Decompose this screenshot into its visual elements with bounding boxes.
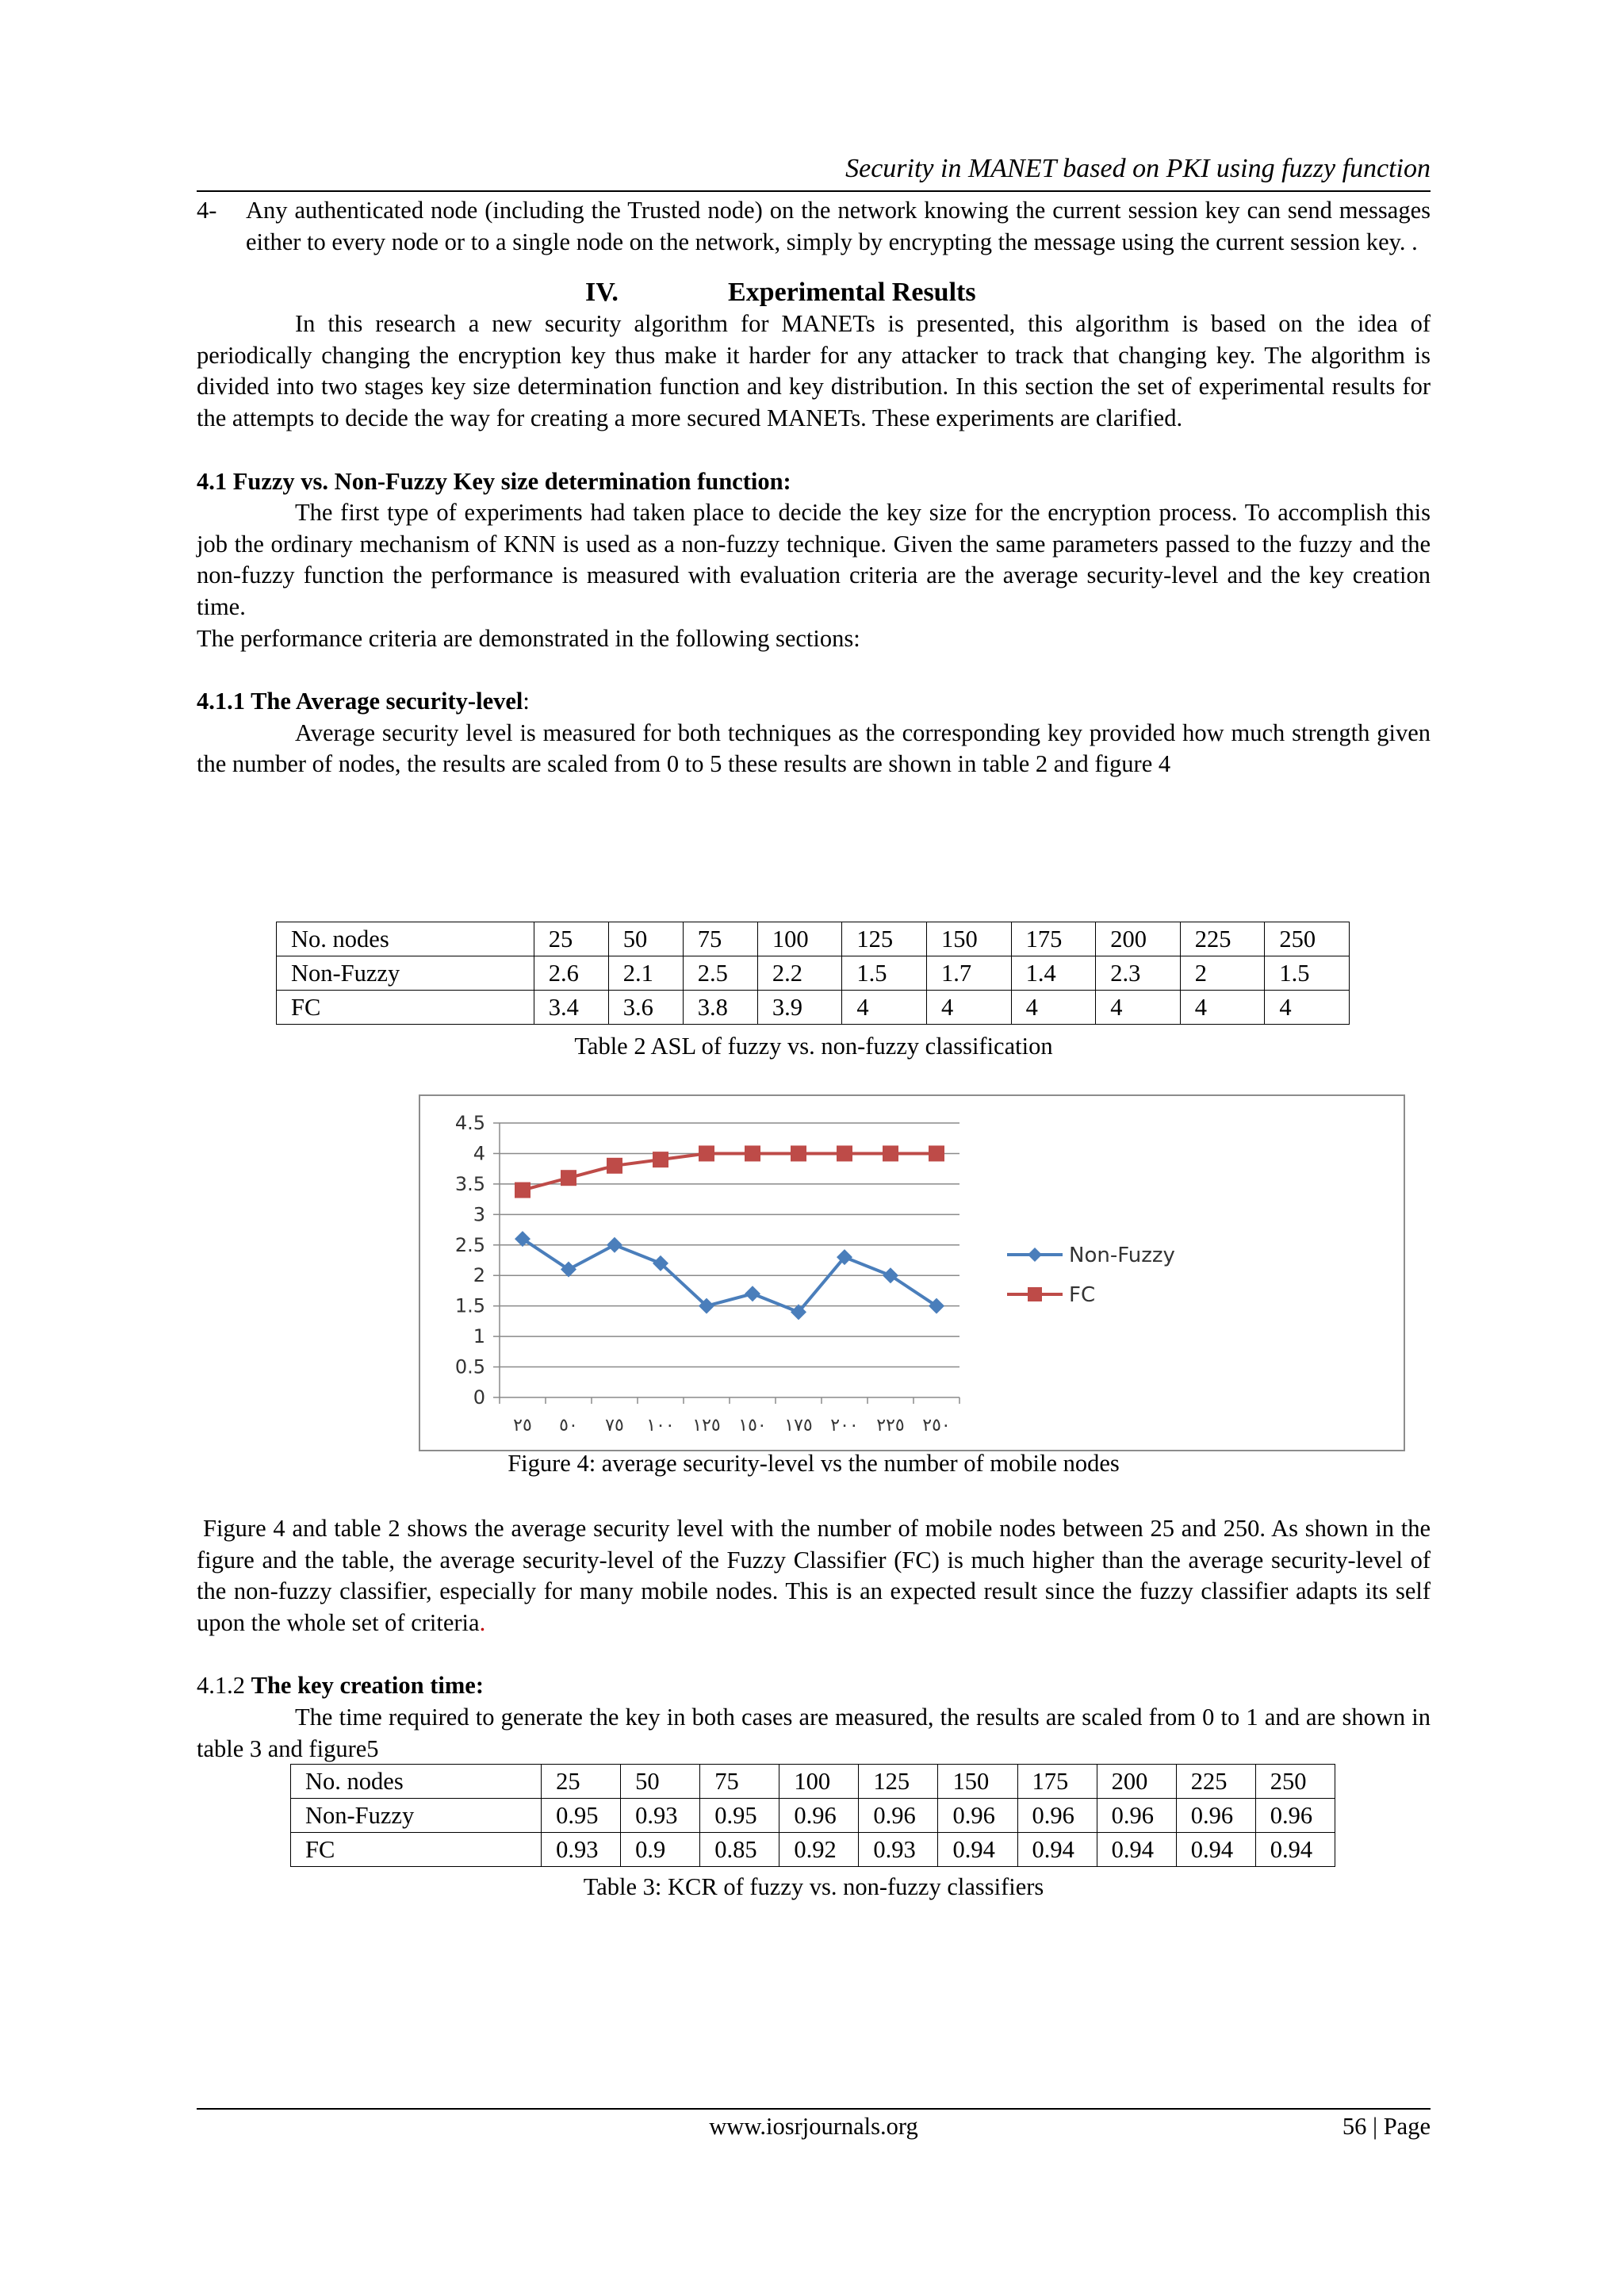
table-cell: 1.7 xyxy=(927,956,1012,991)
x-tick-label: ٢٢٥ xyxy=(876,1416,905,1435)
data-point xyxy=(607,1158,622,1174)
body-text xyxy=(197,195,1431,780)
y-tick-label: 0 xyxy=(473,1386,485,1409)
y-tick-label: 3.5 xyxy=(454,1172,485,1195)
table-cell: 225 xyxy=(1176,1765,1255,1799)
y-tick-label: 3 xyxy=(473,1203,485,1226)
table-row xyxy=(291,1833,1335,1867)
row-header-cell: FC xyxy=(277,991,534,1025)
legend-label: Non-Fuzzy xyxy=(1069,1244,1175,1267)
table-cell: 200 xyxy=(1097,1765,1176,1799)
table-cell: 0.96 xyxy=(1176,1799,1255,1833)
footer-rule xyxy=(197,2108,1431,2110)
table-cell: 250 xyxy=(1255,1765,1335,1799)
table-2-caption: Table 2 ASL of fuzzy vs. non-fuzzy classification xyxy=(574,1033,1053,1060)
subsection-4-1-heading: 4.1 Fuzzy vs. Non-Fuzzy Key size determination function: xyxy=(197,467,791,495)
table-row xyxy=(277,922,1350,956)
data-point xyxy=(515,1182,530,1198)
table-row xyxy=(291,1765,1335,1799)
y-tick-label: 2 xyxy=(473,1264,485,1287)
table-cell: 1.5 xyxy=(1265,956,1350,991)
table-cell: 175 xyxy=(1011,922,1096,956)
table-cell: 2 xyxy=(1180,956,1265,991)
table-cell: 125 xyxy=(859,1765,938,1799)
footer-page-number: 56 | Page xyxy=(1342,2113,1431,2140)
table-cell: 225 xyxy=(1180,922,1265,956)
row-header-cell: Non-Fuzzy xyxy=(277,956,534,991)
table-cell: 3.6 xyxy=(608,991,683,1025)
section-number: IV. xyxy=(585,278,619,308)
table-cell: 0.93 xyxy=(859,1833,938,1867)
subsection-4-1-2-heading: 4.1.2 The key creation time: xyxy=(197,1672,484,1700)
data-point xyxy=(929,1145,944,1161)
table-cell: 0.9 xyxy=(621,1833,700,1867)
data-point xyxy=(791,1145,806,1161)
table-cell: 0.93 xyxy=(542,1833,621,1867)
table-cell: 0.94 xyxy=(1017,1833,1097,1867)
y-tick-label: 4 xyxy=(473,1142,485,1165)
x-tick-label: ١٢٥ xyxy=(692,1416,721,1435)
data-point xyxy=(745,1145,760,1161)
table-3-caption: Table 3: KCR of fuzzy vs. non-fuzzy classifiers xyxy=(583,1873,1044,1900)
series-group xyxy=(515,1145,944,1320)
row-header-cell: No. nodes xyxy=(277,922,534,956)
table-cell: 100 xyxy=(779,1765,859,1799)
table-cell: 150 xyxy=(938,1765,1017,1799)
table-cell: 4 xyxy=(1011,991,1096,1025)
legend-marker xyxy=(1028,1248,1042,1262)
table-cell: 0.94 xyxy=(1255,1833,1335,1867)
legend-marker xyxy=(1028,1287,1042,1301)
table-cell: 0.94 xyxy=(1176,1833,1255,1867)
data-point xyxy=(745,1286,760,1301)
row-header-cell: Non-Fuzzy xyxy=(291,1799,542,1833)
table-row xyxy=(277,956,1350,991)
table-cell: 1.5 xyxy=(842,956,927,991)
table-cell: 2.2 xyxy=(757,956,842,991)
table-3 xyxy=(290,1764,1335,1867)
series-line-fc xyxy=(523,1153,936,1190)
table-cell: 0.85 xyxy=(700,1833,779,1867)
y-tick-label: 4.5 xyxy=(454,1112,485,1134)
table-cell: 150 xyxy=(927,922,1012,956)
table-cell: 200 xyxy=(1096,922,1181,956)
figure-4-chart xyxy=(419,1094,1405,1451)
data-point xyxy=(607,1237,622,1253)
y-tick-label: 2.5 xyxy=(454,1233,485,1256)
subsection-4-1-2-paragraph: The time required to generate the key in both cases are measured, the results are scaled from 0 to 1 and are shown in table 3 and figure5 xyxy=(197,1703,1431,1762)
table-cell: 3.8 xyxy=(683,991,757,1025)
table-row xyxy=(291,1799,1335,1833)
data-point xyxy=(699,1145,714,1161)
x-tick-label: ١٧٥ xyxy=(784,1416,813,1435)
y-tick-label: 1.5 xyxy=(454,1294,485,1317)
table-row xyxy=(277,991,1350,1025)
table-cell: 0.96 xyxy=(779,1799,859,1833)
row-header-cell: No. nodes xyxy=(291,1765,542,1799)
discussion-paragraph: Figure 4 and table 2 shows the average security level with the number of mobile nodes between 25 and 250. As shown in the figure and the table, the average security-level of the Fuzzy Classifier (FC) is much higher than the average security-level of the non-fuzzy classifier, especially for many mobile nodes. This is an expected result since the fuzzy classifier adapts its self upon the whole set of criteria. xyxy=(197,1515,1431,1636)
table-cell: 25 xyxy=(534,922,608,956)
list-item-4 xyxy=(197,195,1431,258)
x-tick-label: ١٥٠ xyxy=(738,1416,767,1435)
table-cell: 3.9 xyxy=(757,991,842,1025)
figure-4-caption: Figure 4: average security-level vs the number of mobile nodes xyxy=(508,1450,1120,1477)
table-cell: 2.1 xyxy=(608,956,683,991)
legend-label: FC xyxy=(1069,1283,1096,1307)
table-cell: 3.4 xyxy=(534,991,608,1025)
table-cell: 2.5 xyxy=(683,956,757,991)
row-header-cell: FC xyxy=(291,1833,542,1867)
x-tick-label: ٥٠ xyxy=(559,1416,578,1435)
table-cell: 4 xyxy=(1265,991,1350,1025)
table-cell: 0.96 xyxy=(1097,1799,1176,1833)
data-point xyxy=(837,1145,852,1161)
table-cell: 0.92 xyxy=(779,1833,859,1867)
table-cell: 75 xyxy=(700,1765,779,1799)
x-tick-label: ٢٥ xyxy=(513,1416,532,1435)
legend xyxy=(1007,1244,1175,1307)
table-cell: 0.96 xyxy=(1017,1799,1097,1833)
data-point xyxy=(653,1152,668,1167)
table-cell: 4 xyxy=(1180,991,1265,1025)
table-cell: 0.94 xyxy=(938,1833,1017,1867)
table-cell: 4 xyxy=(927,991,1012,1025)
data-point xyxy=(561,1170,576,1186)
x-tick-label: ٢٥٠ xyxy=(922,1416,951,1435)
y-axis xyxy=(455,1112,500,1409)
table-cell: 0.95 xyxy=(700,1799,779,1833)
header-rule xyxy=(197,190,1431,192)
table-cell: 0.96 xyxy=(859,1799,938,1833)
table-cell: 75 xyxy=(683,922,757,956)
table-cell: 50 xyxy=(608,922,683,956)
table-cell: 0.95 xyxy=(542,1799,621,1833)
list-item-text: Any authenticated node (including the Trusted node) on the network knowing the current session key can send messages either to every node or to a single node on the network, simply by encrypting the message using the current session key. . xyxy=(246,197,1431,255)
section-paragraph: In this research a new security algorithm for MANETs is presented, this algorithm is based on the idea of periodically changing the encryption key thus make it harder for any attacker to track that changing key. The algorithm is divided into two stages key size determination function and key distribution. In this section the set of experimental results for the attempts to decide the way for creating a more secured MANETs. These experiments are clarified. xyxy=(197,310,1431,431)
x-axis xyxy=(500,1397,959,1435)
subsection-4-1-line: The performance criteria are demonstrated in the following sections: xyxy=(197,624,860,652)
line-chart xyxy=(420,1096,1404,1450)
table-cell: 50 xyxy=(621,1765,700,1799)
running-title: Security in MANET based on PKI using fuzzy function xyxy=(845,154,1431,183)
table-2 xyxy=(276,922,1350,1025)
table-cell: 100 xyxy=(757,922,842,956)
table-cell: 4 xyxy=(1096,991,1181,1025)
table-cell: 1.4 xyxy=(1011,956,1096,991)
table-cell: 0.94 xyxy=(1097,1833,1176,1867)
subsection-4-1-1-paragraph: Average security level is measured for both techniques as the corresponding key provided how much strength given the number of nodes, the results are scaled from 0 to 5 these results are shown in table 2 and figure 4 xyxy=(197,719,1431,778)
table-cell: 25 xyxy=(542,1765,621,1799)
subsection-4-1-paragraph: The first type of experiments had taken place to decide the key size for the encryption process. To accomplish this job the ordinary mechanism of KNN is used as a non-fuzzy technique. Given the same parameters passed to the fuzzy and the non-fuzzy function the performance is measured with evaluation criteria are the average security-level and the key creation time. xyxy=(197,499,1431,620)
discussion-block xyxy=(197,1513,1431,1765)
subsection-4-1-1-heading: 4.1.1 The Average security-level: xyxy=(197,688,530,715)
table-cell: 175 xyxy=(1017,1765,1097,1799)
x-tick-label: ٧٥ xyxy=(605,1416,624,1435)
table-cell: 0.93 xyxy=(621,1799,700,1833)
x-tick-label: ١٠٠ xyxy=(646,1416,675,1435)
table-cell: 0.96 xyxy=(938,1799,1017,1833)
list-item-number: 4- xyxy=(197,197,217,224)
table-cell: 0.96 xyxy=(1255,1799,1335,1833)
data-point xyxy=(883,1145,898,1161)
footer-site: www.iosrjournals.org xyxy=(709,2113,918,2140)
x-tick-label: ٢٠٠ xyxy=(830,1416,859,1435)
section-title: Experimental Results xyxy=(728,278,976,308)
table-cell: 2.6 xyxy=(534,956,608,991)
table-cell: 250 xyxy=(1265,922,1350,956)
table-cell: 2.3 xyxy=(1096,956,1181,991)
section-heading xyxy=(197,277,1431,309)
table-cell: 4 xyxy=(842,991,927,1025)
y-tick-label: 0.5 xyxy=(454,1355,485,1378)
table-cell: 125 xyxy=(842,922,927,956)
y-tick-label: 1 xyxy=(473,1325,485,1348)
